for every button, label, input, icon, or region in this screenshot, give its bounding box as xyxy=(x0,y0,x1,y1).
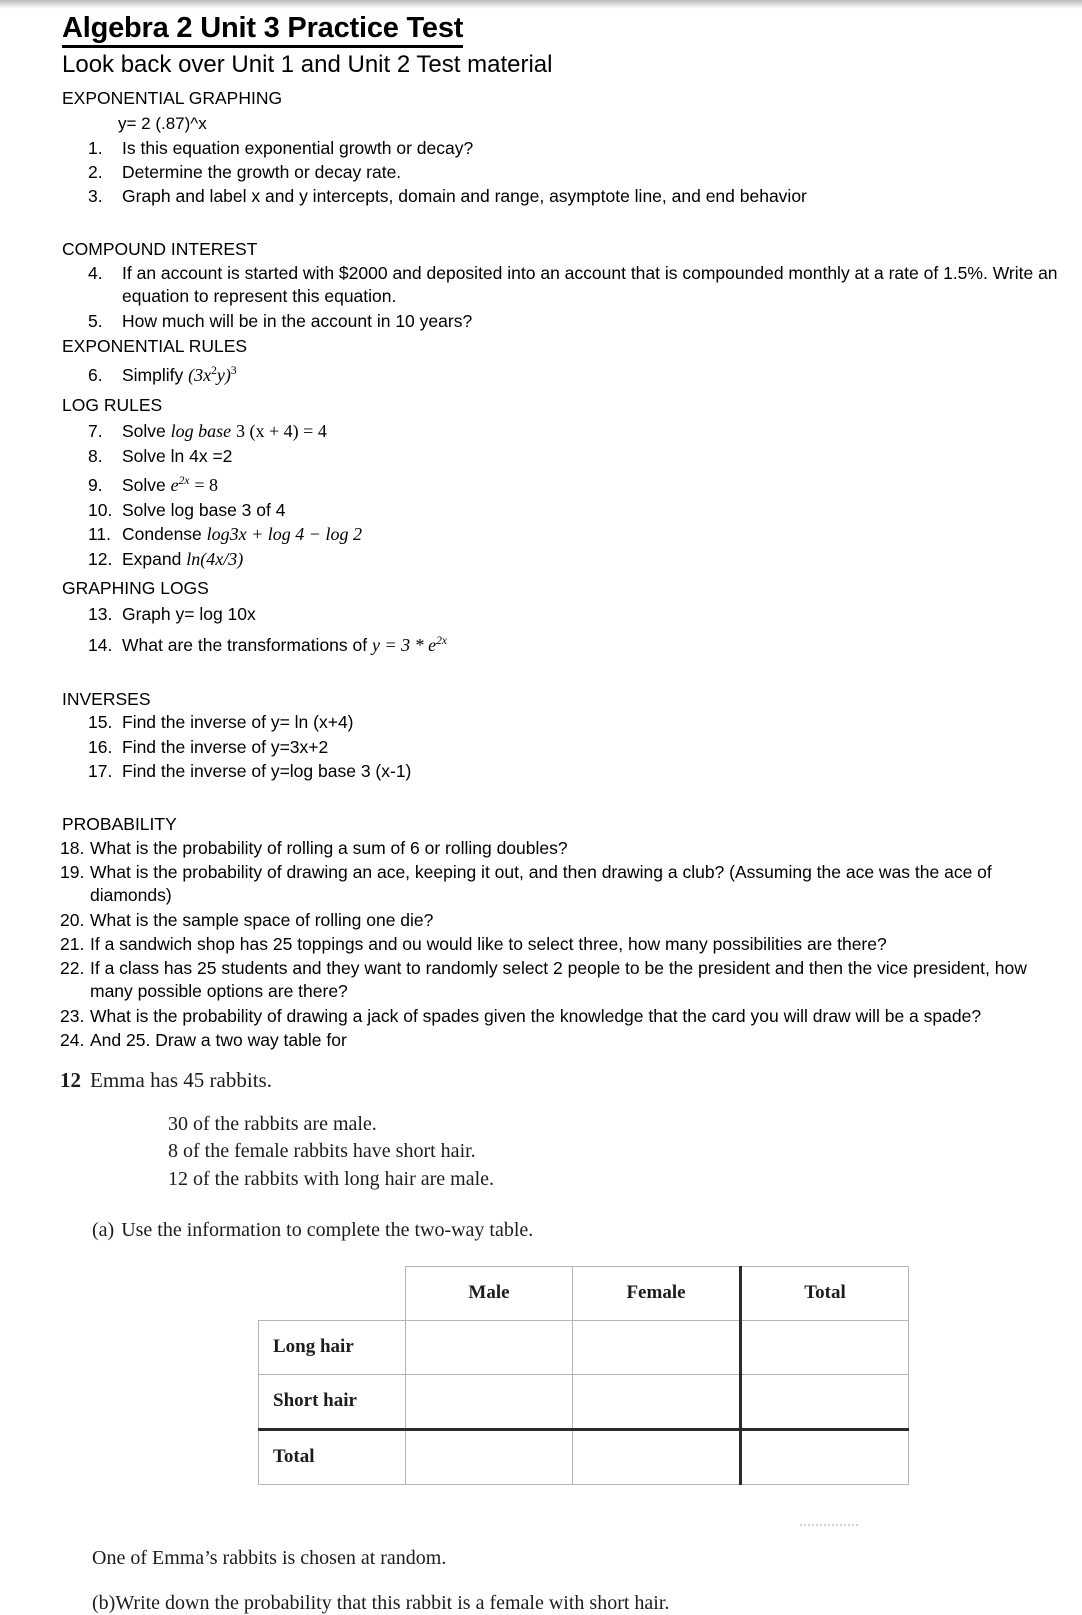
list-item xyxy=(0,909,1082,932)
list-item-6 xyxy=(0,364,1082,388)
item-text: Is this equation exponential growth or decay? xyxy=(122,137,474,158)
part-a-label: (a) xyxy=(92,1218,115,1241)
section-heading-compound-interest: COMPOUND INTEREST xyxy=(62,239,258,260)
list-item-9 xyxy=(0,474,1082,498)
row-header-total: Total xyxy=(259,1429,406,1484)
math-log-base: log base xyxy=(170,421,232,442)
list-item-8 xyxy=(0,445,1082,468)
table-header-row xyxy=(259,1266,909,1320)
item-text: Solve xyxy=(122,474,166,495)
section-heading-log-rules: LOG RULES xyxy=(62,394,163,415)
list-item-7 xyxy=(0,420,1082,444)
embedded-exam-excerpt xyxy=(0,1068,1082,1615)
list-item xyxy=(0,161,1082,184)
excerpt-question-number: 12 xyxy=(60,1068,81,1093)
two-way-table xyxy=(258,1266,909,1485)
list-item xyxy=(0,1005,1082,1028)
item-number: 16. xyxy=(88,736,113,757)
probability-items xyxy=(0,837,1082,1052)
table-cell-total-female[interactable] xyxy=(573,1429,741,1484)
section-heading-exponential-rules: EXPONENTIAL RULES xyxy=(62,335,248,356)
item-number: 15. xyxy=(88,712,113,733)
answer-dotted-line[interactable] xyxy=(800,1524,858,1526)
column-header-female: Female xyxy=(573,1266,741,1320)
list-item xyxy=(0,185,1082,208)
exponential-graphing-items xyxy=(0,137,1082,209)
math-remainder: = 8 xyxy=(194,474,219,495)
item-number: 7. xyxy=(88,421,103,442)
list-item xyxy=(0,736,1082,759)
math-expression-mid: y) xyxy=(216,364,231,385)
item-text: What are the transformations of xyxy=(122,634,368,655)
page-title xyxy=(0,0,1082,43)
item-text: How much will be in the account in 10 years? xyxy=(122,310,473,331)
part-b-label: (b) xyxy=(92,1591,116,1614)
item-text: If a sandwich shop has 25 toppings and ou would like to select three, how many possibilities are there? xyxy=(90,933,887,954)
math-expand-expression: ln(4x/3) xyxy=(186,548,244,569)
fact-line: 8 of the female rabbits have short hair. xyxy=(168,1140,476,1163)
item-text: Condense xyxy=(122,523,202,544)
table-row xyxy=(259,1374,909,1429)
column-header-total: Total xyxy=(741,1266,909,1320)
page-subtitle: Look back over Unit 1 and Unit 2 Test material xyxy=(62,51,553,79)
excerpt-part-b xyxy=(0,1592,1082,1615)
item-number: 17. xyxy=(88,760,113,781)
item-text: Expand xyxy=(122,548,182,569)
item-number: 14. xyxy=(88,634,113,655)
list-item xyxy=(0,933,1082,956)
math-remainder: 3 (x + 4) = 4 xyxy=(236,421,327,442)
list-item xyxy=(0,137,1082,160)
list-item xyxy=(0,861,1082,908)
item-text: If an account is started with $2000 and deposited into an account that is compounded monthly at a rate of 1.5%. Write an equation to represent this equation. xyxy=(122,263,1058,307)
table-cell-long-female[interactable] xyxy=(573,1320,741,1374)
inverses-items xyxy=(0,711,1082,783)
item-number: 8. xyxy=(88,446,103,467)
item-number: 11. xyxy=(88,523,112,544)
table-cell-short-male[interactable] xyxy=(406,1374,573,1429)
item-number: 19. xyxy=(60,862,85,883)
section-heading-exponential-graphing: EXPONENTIAL GRAPHING xyxy=(62,88,283,109)
spacer xyxy=(0,658,1082,680)
list-item xyxy=(0,262,1082,309)
item-number: 9. xyxy=(88,474,103,495)
math-superscript: 2x xyxy=(178,474,190,487)
two-way-table-wrapper xyxy=(0,1266,1082,1485)
list-item xyxy=(0,957,1082,1004)
math-expression-open: (3x xyxy=(188,364,212,385)
list-item xyxy=(0,760,1082,783)
item-text: What is the probability of drawing an ace, keeping it out, and then drawing a club? (Assuming the ace was the ace of diamonds) xyxy=(90,862,992,906)
item-number: 20. xyxy=(60,909,85,930)
item-text: Solve xyxy=(122,421,166,442)
item-text: Find the inverse of y=log base 3 (x-1) xyxy=(122,760,412,781)
item-number: 6. xyxy=(88,364,103,385)
item-number: 10. xyxy=(88,499,113,520)
excerpt-stem xyxy=(0,1068,1082,1093)
math-base-e: e xyxy=(170,474,179,495)
list-item-11 xyxy=(0,523,1082,547)
table-cell-short-female[interactable] xyxy=(573,1374,741,1429)
list-item xyxy=(0,837,1082,860)
excerpt-facts xyxy=(0,1111,1082,1193)
item-text: Solve log base 3 of 4 xyxy=(122,499,286,520)
item-number: 1. xyxy=(88,137,103,158)
table-cell-long-male[interactable] xyxy=(406,1320,573,1374)
table-total-row xyxy=(259,1429,909,1484)
item-number: 4. xyxy=(88,263,103,284)
item-text: Graph y= log 10x xyxy=(122,604,256,625)
item-text: What is the sample space of rolling one die? xyxy=(90,909,434,930)
item-number: 2. xyxy=(88,161,103,182)
table-cell-short-total[interactable] xyxy=(741,1374,909,1429)
part-b-text: Write down the probability that this rabbit is a female with short hair. xyxy=(115,1591,670,1614)
list-item xyxy=(0,711,1082,734)
math-transformation-expression: y = 3 * e xyxy=(372,634,437,655)
math-superscript: 3 xyxy=(230,364,237,377)
item-text: And 25. Draw a two way table for xyxy=(90,1030,347,1051)
fact-line: 12 of the rabbits with long hair are male. xyxy=(168,1167,495,1190)
math-superscript: 2x xyxy=(436,634,447,647)
table-row xyxy=(259,1320,909,1374)
item-text: If a class has 25 students and they want to randomly select 2 people to be the president and then the vice president, how many possible options are there? xyxy=(90,958,1027,1002)
item-number: 13. xyxy=(88,604,113,625)
item-number: 22. xyxy=(60,958,85,979)
item-text: Graph and label x and y intercepts, domain and range, asymptote line, and end behavior xyxy=(122,186,807,207)
item-number: 12. xyxy=(88,548,113,569)
item-text: Find the inverse of y=3x+2 xyxy=(122,736,329,757)
exponential-graphing-equation: y= 2 (.87)^x xyxy=(118,113,207,133)
row-header-long-hair: Long hair xyxy=(259,1320,406,1374)
section-heading-inverses: INVERSES xyxy=(62,688,151,709)
list-item-13 xyxy=(0,603,1082,626)
section-heading-graphing-logs: GRAPHING LOGS xyxy=(62,577,209,598)
compound-interest-items xyxy=(0,262,1082,333)
item-text: Determine the growth or decay rate. xyxy=(122,161,402,182)
table-corner-cell xyxy=(259,1266,406,1320)
table-cell-total-male[interactable] xyxy=(406,1429,573,1484)
table-cell-total-total[interactable] xyxy=(741,1429,909,1484)
math-superscript: 2 xyxy=(211,364,217,377)
excerpt-stem-text: Emma has 45 rabbits. xyxy=(90,1068,272,1093)
list-item-14 xyxy=(0,634,1082,658)
table-cell-long-total[interactable] xyxy=(741,1320,909,1374)
part-a-text: Use the information to complete the two-way table. xyxy=(121,1218,534,1241)
section-heading-probability: PROBABILITY xyxy=(62,814,177,835)
item-number: 21. xyxy=(60,933,85,954)
math-condense-expression: log3x + log 4 − log 2 xyxy=(206,523,362,544)
spacer xyxy=(0,208,1082,230)
page-title-text: Algebra 2 Unit 3 Practice Test xyxy=(62,12,463,48)
item-text: What is the probability of rolling a sum of 6 or rolling doubles? xyxy=(90,837,568,858)
excerpt-part-a xyxy=(0,1219,1082,1242)
item-number: 3. xyxy=(88,186,103,207)
list-item-10 xyxy=(0,499,1082,522)
list-item xyxy=(0,310,1082,333)
list-item-12 xyxy=(0,548,1082,572)
spacer xyxy=(0,783,1082,805)
item-number: 24. xyxy=(60,1030,85,1051)
item-text: Find the inverse of y= ln (x+4) xyxy=(122,712,354,733)
item-text: What is the probability of drawing a jack of spades given the knowledge that the card you will draw will be a spade? xyxy=(90,1005,982,1026)
item-number: 18. xyxy=(60,837,85,858)
fact-line: 30 of the rabbits are male. xyxy=(168,1113,377,1136)
list-item xyxy=(0,1029,1082,1052)
item-number: 23. xyxy=(60,1005,85,1026)
row-header-short-hair: Short hair xyxy=(259,1374,406,1429)
item-text: Simplify xyxy=(122,364,184,385)
column-header-male: Male xyxy=(406,1266,573,1320)
item-number: 5. xyxy=(88,310,103,331)
item-text: Solve ln 4x =2 xyxy=(122,446,233,467)
excerpt-closing-line: One of Emma’s rabbits is chosen at random. xyxy=(92,1546,447,1569)
